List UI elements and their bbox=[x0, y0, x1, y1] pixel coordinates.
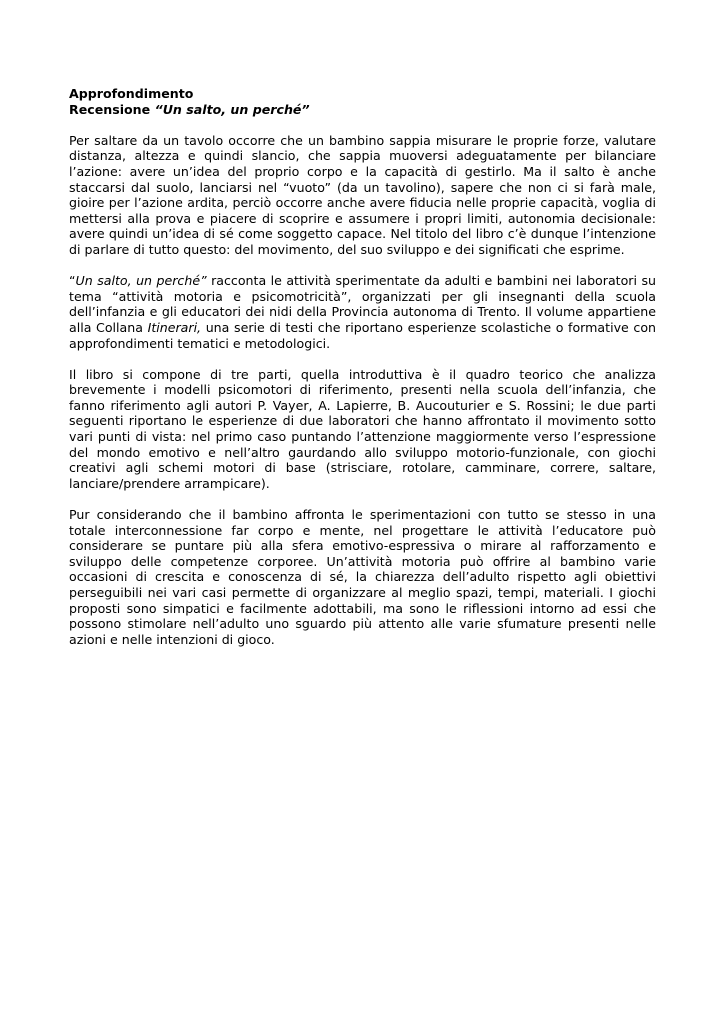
document-page bbox=[69, 86, 656, 663]
paragraph-2-book-title: Un salto, un perché” bbox=[75, 273, 207, 289]
review-prefix: Recensione bbox=[69, 101, 155, 117]
paragraph-3: Il libro si compone di tre parti, quella introduttiva è il quadro teorico che analizza brevemente i modelli psicomotori di riferimento, presenti nella scuola dell’infanzia, che fanno riferimento agli autori P. Vayer, A. Lapierre, B. Aucouturier e S. Rossini; le due parti seguenti riportano le esperienze di due laboratori che hanno affrontato il movimento sotto vari punti di vista: nel primo caso puntando l’attenzione maggiormente verso l’espressione del mondo emotivo e nell’altro gaurdando allo sviluppo motorio-funzionale, con giochi creativi agli schemi motori di base (strisciare, rotolare, camminare, correre, saltare, lanciare/prendere arrampicare). bbox=[69, 366, 656, 491]
paragraph-2-series-name: Itinerari, bbox=[147, 319, 202, 335]
review-title: “Un salto, un perché” bbox=[154, 101, 310, 117]
heading-block bbox=[69, 86, 656, 117]
paragraph-4: Pur considerando che il bambino affronta le sperimentazioni con tutto se stesso in una totale interconnessione far corpo e mente, nel progettare le attività l’educatore può considerare se puntare più alla sfera emotivo-espressiva o mirare al rafforzamento e sviluppo delle competenze corporee. Un’attività motoria può offrire al bambino varie occasioni di crescita e conoscenza di sé, la chiarezza dell’adulto rispetto agli obiettivi perseguibili nei vari casi permette di organizzare al meglio spazi, tempi, materiali. I giochi proposti sono simpatici e facilmente adottabili, ma sono le riflessioni intorno ad essi che possono stimolare nell’adulto uno sguardo più attento alle varie sfumature presenti nelle azioni e nelle intenzioni di gioco. bbox=[69, 507, 656, 647]
paragraph-2-open-quote: “ bbox=[69, 273, 76, 289]
section-heading: Approfondimento bbox=[69, 86, 194, 101]
paragraph-2-text-b: una serie di testi che riportano esperienze scolastiche o formative con approfondimenti tematici e metodologici. bbox=[69, 319, 656, 351]
paragraph-2 bbox=[69, 273, 656, 351]
paragraph-1: Per saltare da un tavolo occorre che un bambino sappia misurare le proprie forze, valutare distanza, altezza e quindi slancio, che sappia muoversi adeguatamente per bilanciare l’azione: avere un’idea del proprio corpo e la capacità di gestirlo. Ma il salto è anche staccarsi dal suolo, lanciarsi nel “vuoto” (da un tavolino), sapere che non ci si farà male, gioire per l’azione ardita, perciò occorre anche avere fiducia nelle proprie capacità, voglia di mettersi alla prova e piacere di scoprire e assumere i propri limiti, autonomia decisionale: avere quindi un’idea di sé come soggetto capace. Nel titolo del libro c’è dunque l’intenzione di parlare di tutto questo: del movimento, del suo sviluppo e dei significati che esprime. bbox=[69, 132, 656, 257]
review-heading bbox=[69, 102, 656, 118]
paragraph-2-text-a: racconta le attività sperimentate da adulti e bambini nei laboratori su tema “attività motoria e psicomotricità”, organizzati per gli insegnanti della scuola dell’infanzia e gli educatori dei nidi della Provincia autonoma di Trento. Il volume appartiene alla Collana bbox=[69, 273, 656, 335]
